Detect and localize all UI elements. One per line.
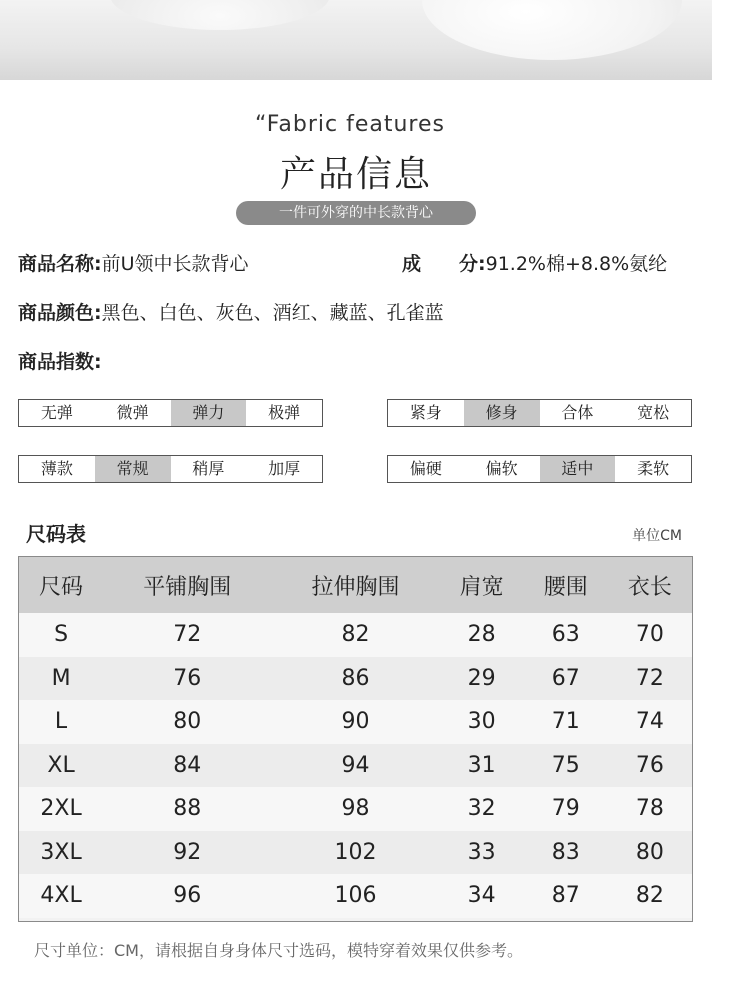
composition-value: 91.2%棉+8.8%氨纶 xyxy=(485,253,668,275)
table-cell: 70 xyxy=(608,613,692,657)
column-header: 肩宽 xyxy=(440,557,524,613)
product-index-row xyxy=(18,347,102,374)
table-cell: M xyxy=(19,657,103,701)
table-row xyxy=(19,744,692,788)
product-color-label: 商品颜色: xyxy=(18,302,102,324)
table-cell: 67 xyxy=(524,657,608,701)
table-cell: 96 xyxy=(103,874,271,918)
product-index-label: 商品指数: xyxy=(18,351,102,373)
size-chart-title: 尺码表 xyxy=(26,522,86,546)
table-row xyxy=(19,700,692,744)
column-header: 尺码 xyxy=(19,557,103,613)
table-cell: 4XL xyxy=(19,874,103,918)
table-cell: 76 xyxy=(608,744,692,788)
table-cell: 98 xyxy=(271,787,439,831)
index-option: 稍厚 xyxy=(192,459,225,478)
product-name-value: 前U领中长款背心 xyxy=(101,253,249,275)
english-heading: “Fabric features xyxy=(255,112,445,137)
table-cell: 94 xyxy=(271,744,439,788)
table-cell: 63 xyxy=(524,613,608,657)
index-option: 合体 xyxy=(561,403,594,422)
table-cell: 74 xyxy=(608,700,692,744)
index-option: 偏软 xyxy=(485,459,518,478)
table-cell: 75 xyxy=(524,744,608,788)
column-header: 拉伸胸围 xyxy=(271,557,439,613)
fit-index xyxy=(387,399,692,427)
table-cell: XL xyxy=(19,744,103,788)
table-cell: 82 xyxy=(608,874,692,918)
table-cell: 29 xyxy=(440,657,524,701)
index-option: 紧身 xyxy=(409,403,442,422)
table-cell: 2XL xyxy=(19,787,103,831)
table-cell: 92 xyxy=(103,831,271,875)
index-option: 宽松 xyxy=(637,403,670,422)
table-cell: 32 xyxy=(440,787,524,831)
table-cell: 30 xyxy=(440,700,524,744)
table-cell: 72 xyxy=(608,657,692,701)
table-cell: 86 xyxy=(271,657,439,701)
size-footnote: 尺寸单位：CM，请根据自身身体尺寸选码，模特穿着效果仅供参考。 xyxy=(34,941,523,960)
index-option: 柔软 xyxy=(637,459,670,478)
index-option: 无弹 xyxy=(40,403,73,422)
table-cell: 79 xyxy=(524,787,608,831)
product-name-label: 商品名称: xyxy=(18,253,102,275)
fabric-fold xyxy=(110,0,330,30)
table-row xyxy=(19,787,692,831)
table-cell: 34 xyxy=(440,874,524,918)
index-option: 微弹 xyxy=(116,403,149,422)
product-color-row xyxy=(18,298,444,325)
index-option: 极弹 xyxy=(268,403,301,422)
table-cell: 78 xyxy=(608,787,692,831)
index-option: 修身 xyxy=(464,400,540,426)
subtitle-pill: 一件可外穿的中长款背心 xyxy=(236,201,476,225)
fabric-fold xyxy=(422,0,682,60)
table-cell: 80 xyxy=(103,700,271,744)
table-cell: 84 xyxy=(103,744,271,788)
product-color-value: 黑色、白色、灰色、酒红、藏蓝、孔雀蓝 xyxy=(101,302,444,324)
table-cell: 80 xyxy=(608,831,692,875)
index-option: 薄款 xyxy=(40,459,73,478)
table-cell: 72 xyxy=(103,613,271,657)
table-cell: 88 xyxy=(103,787,271,831)
table-row xyxy=(19,874,692,918)
table-row xyxy=(19,831,692,875)
column-header: 衣长 xyxy=(608,557,692,613)
index-option: 适中 xyxy=(540,456,616,482)
table-header-row xyxy=(19,557,692,613)
table-cell: 90 xyxy=(271,700,439,744)
thickness-index xyxy=(18,455,323,483)
table-cell: L xyxy=(19,700,103,744)
table-cell: 87 xyxy=(524,874,608,918)
composition-row xyxy=(402,249,667,276)
table-row xyxy=(19,613,692,657)
table-cell: 82 xyxy=(271,613,439,657)
size-table xyxy=(18,556,693,922)
table-cell: 31 xyxy=(440,744,524,788)
table-row xyxy=(19,657,692,701)
softness-index xyxy=(387,455,692,483)
index-option: 偏硬 xyxy=(409,459,442,478)
product-photo-crop xyxy=(0,0,712,80)
column-header: 平铺胸围 xyxy=(103,557,271,613)
table-cell: S xyxy=(19,613,103,657)
table-cell: 3XL xyxy=(19,831,103,875)
size-chart-unit: 单位CM xyxy=(632,528,682,544)
column-header: 腰围 xyxy=(524,557,608,613)
index-option: 加厚 xyxy=(268,459,301,478)
composition-label: 成 分: xyxy=(402,253,486,275)
product-name-row xyxy=(18,249,249,276)
table-cell: 106 xyxy=(271,874,439,918)
table-cell: 28 xyxy=(440,613,524,657)
index-option: 常规 xyxy=(95,456,171,482)
table-cell: 33 xyxy=(440,831,524,875)
index-option: 弹力 xyxy=(171,400,247,426)
table-cell: 71 xyxy=(524,700,608,744)
table-cell: 76 xyxy=(103,657,271,701)
table-cell: 83 xyxy=(524,831,608,875)
elasticity-index xyxy=(18,399,323,427)
page-title: 产品信息 xyxy=(279,154,432,195)
table-cell: 102 xyxy=(271,831,439,875)
